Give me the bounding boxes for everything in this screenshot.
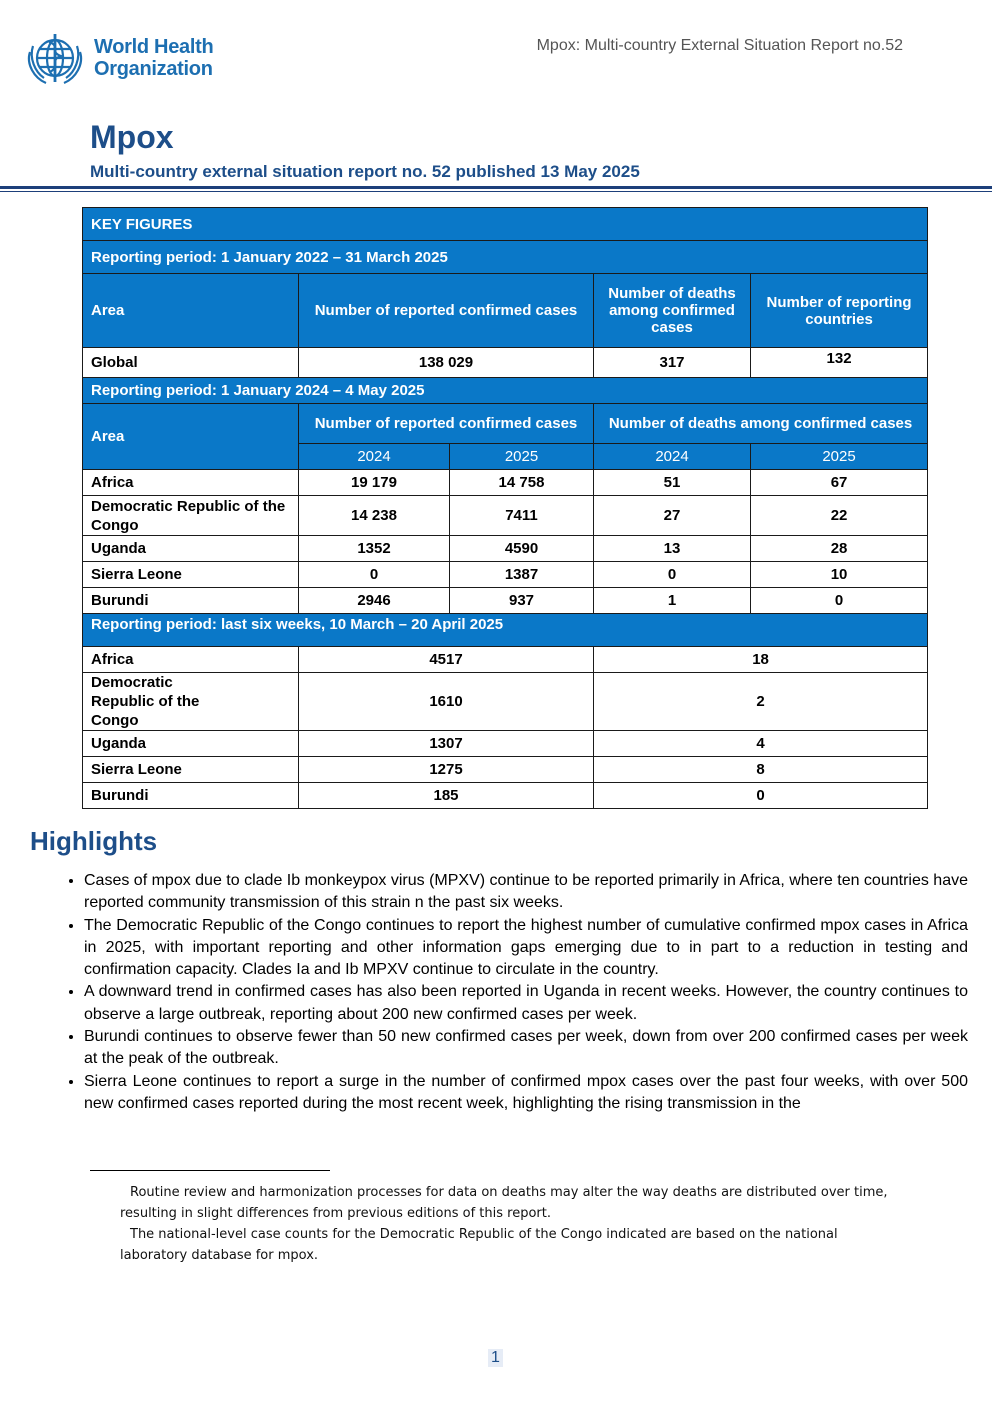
deaths-2024-cell: 51 (594, 470, 751, 496)
deaths-2025-cell: 10 (751, 562, 928, 588)
table-row (83, 647, 928, 673)
cases-2025-cell: 14 758 (450, 470, 594, 496)
page-title: Mpox (90, 119, 174, 155)
highlights-heading: Highlights (30, 826, 158, 856)
deaths-2024-cell: 27 (594, 496, 751, 536)
list-item: • The Democratic Republic of the Congo continues to report the highest number of cumulative confirmed mpox cases in Africa in 2025, with important reporting and other information gaps emerging due to in part to a reduction in testing and confirmation capacity. Clades Ia and Ib MPXV continue to circulate in the country. (84, 915, 968, 982)
deaths-cell: 4 (594, 731, 928, 757)
table-row (83, 588, 928, 614)
page-subtitle: Multi-country external situation report no. 52 published 13 May 2025 (90, 162, 640, 181)
area-cell: Sierra Leone (83, 757, 299, 783)
key-figures-heading: KEY FIGURES (83, 208, 928, 241)
column-header-area: Area (83, 404, 299, 470)
column-header-countries: Number of reporting countries (751, 274, 928, 348)
cases-2024-cell: 1352 (299, 536, 450, 562)
table-header-row (83, 404, 928, 444)
cases-2025-cell: 7411 (450, 496, 594, 536)
area-cell: Burundi (83, 588, 299, 614)
table-row (83, 348, 928, 378)
key-figures-heading-row (83, 208, 928, 241)
area-cell: Uganda (83, 731, 299, 757)
cases-2024-cell: 14 238 (299, 496, 450, 536)
deaths-2025-cell: 67 (751, 470, 928, 496)
area-cell: Global (83, 348, 299, 378)
area-cell: Uganda (83, 536, 299, 562)
deaths-2024-cell: 1 (594, 588, 751, 614)
page-number: 1 (488, 1349, 503, 1367)
deaths-2025-cell: 22 (751, 496, 928, 536)
cases-2024-cell: 0 (299, 562, 450, 588)
area-cell: Africa (83, 470, 299, 496)
org-name-line1: World Health (94, 36, 214, 58)
year-header: 2025 (450, 444, 594, 470)
column-header-cases: Number of reported confirmed cases (299, 404, 594, 444)
highlights-list (54, 870, 968, 1115)
period-label: Reporting period: 1 January 2022 – 31 March 2025 (83, 241, 928, 274)
key-figures-table (82, 207, 928, 809)
cases-cell: 1275 (299, 757, 594, 783)
deaths-cell: 317 (594, 348, 751, 378)
org-name-line2: Organization (94, 58, 213, 80)
area-cell: Democratic Republic of the Congo (83, 496, 299, 536)
cases-2024-cell: 19 179 (299, 470, 450, 496)
running-header: Mpox: Multi-country External Situation Report no.52 (536, 37, 903, 54)
deaths-cell: 18 (594, 647, 928, 673)
deaths-cell: 2 (594, 673, 928, 731)
who-logo (22, 28, 222, 88)
year-header: 2024 (299, 444, 450, 470)
table-row (83, 757, 928, 783)
list-item: • Sierra Leone continues to report a surge in the number of confirmed mpox cases over the past four weeks, with over 500 new confirmed cases reported during the most recent week, highlighting the rising transmission in the (84, 1071, 968, 1116)
period-label: Reporting period: last six weeks, 10 March – 20 April 2025 (83, 614, 928, 647)
cases-cell: 4517 (299, 647, 594, 673)
year-header: 2025 (751, 444, 928, 470)
table-row (83, 673, 928, 731)
deaths-2025-cell: 28 (751, 536, 928, 562)
cases-2025-cell: 4590 (450, 536, 594, 562)
table-row (83, 536, 928, 562)
column-header-cases: Number of reported confirmed cases (299, 274, 594, 348)
area-cell: Democratic Republic of the Congo (83, 673, 299, 731)
deaths-2025-cell: 0 (751, 588, 928, 614)
period-row (83, 241, 928, 274)
deaths-2024-cell: 0 (594, 562, 751, 588)
table-row (83, 496, 928, 536)
list-item: • Cases of mpox due to clade Ib monkeypox virus (MPXV) continue to be reported primarily in Africa, where ten countries have reported community transmission of this strain n the past six weeks. (84, 870, 968, 915)
footnote-1: Routine review and harmonization processes for data on deaths may alter the way deaths are distributed over time, resulting in slight differences from previous editions of this report. (120, 1185, 888, 1221)
table-row (83, 470, 928, 496)
table-header-row (83, 274, 928, 348)
who-emblem-icon (22, 28, 88, 90)
list-item: • Burundi continues to observe fewer than 50 new confirmed cases per week, down from over 200 confirmed cases per week at the peak of the outbreak. (84, 1026, 968, 1071)
cases-cell: 1610 (299, 673, 594, 731)
title-divider-thin (0, 191, 992, 192)
table-row (83, 731, 928, 757)
cases-cell: 138 029 (299, 348, 594, 378)
area-cell: Africa (83, 647, 299, 673)
area-cell: Sierra Leone (83, 562, 299, 588)
column-header-area: Area (83, 274, 299, 348)
footnotes (120, 1182, 890, 1266)
cases-cell: 1307 (299, 731, 594, 757)
period-row (83, 378, 928, 404)
cases-cell: 185 (299, 783, 594, 809)
cases-2024-cell: 2946 (299, 588, 450, 614)
column-header-deaths: Number of deaths among confirmed cases (594, 404, 928, 444)
area-cell: Burundi (83, 783, 299, 809)
column-header-deaths: Number of deaths among confirmed cases (594, 274, 751, 348)
footnote-2: The national-level case counts for the Democratic Republic of the Congo indicated are based on the national laboratory database for mpox. (120, 1227, 838, 1263)
footnote-divider (90, 1170, 330, 1171)
period-row (83, 614, 928, 647)
table-row (83, 783, 928, 809)
title-divider (0, 186, 992, 189)
year-header: 2024 (594, 444, 751, 470)
deaths-2024-cell: 13 (594, 536, 751, 562)
table-row (83, 562, 928, 588)
countries-cell: 132 (751, 348, 928, 378)
period-label: Reporting period: 1 January 2024 – 4 May 2025 (83, 378, 928, 404)
cases-2025-cell: 937 (450, 588, 594, 614)
deaths-cell: 0 (594, 783, 928, 809)
list-item: • A downward trend in confirmed cases has also been reported in Uganda in recent weeks. However, the country continues to observe a large outbreak, reporting about 200 new confirmed cases per week. (84, 981, 968, 1026)
deaths-cell: 8 (594, 757, 928, 783)
cases-2025-cell: 1387 (450, 562, 594, 588)
